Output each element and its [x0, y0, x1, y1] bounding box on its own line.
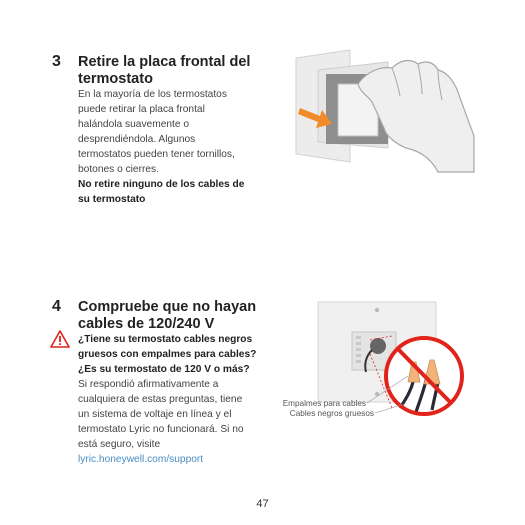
step-4-title-line-1: Compruebe que no hayan — [78, 299, 257, 315]
step-4-body — [78, 332, 278, 467]
step-4-question-line: ¿Es su termostato de 120 V o más? — [78, 364, 250, 375]
step-4-number: 4 — [52, 298, 61, 315]
step-3-body — [78, 87, 278, 207]
wire-nut-small — [370, 338, 386, 354]
step-4-question-line: gruesos con empalmes para cables? — [78, 349, 257, 360]
step-4-body-line: un sistema de voltaje en línea y el — [78, 409, 232, 420]
step-3-warning-line: su termostato — [78, 194, 146, 205]
step-4-body-line: Si respondió afirmativamente a — [78, 379, 219, 390]
step-4-body-line: termostato Lyric no funcionará. Si no — [78, 424, 244, 435]
page-number: 47 — [256, 498, 269, 510]
step-4-title-line-2: cables de 120/240 V — [78, 316, 215, 332]
callout-thick-wires: Cables negros gruesos — [289, 409, 374, 418]
support-link[interactable]: lyric.honeywell.com/support — [78, 454, 204, 465]
step-3-title-line-1: Retire la placa frontal del — [78, 54, 251, 70]
step-3-body-line: En la mayoría de los termostatos — [78, 89, 227, 100]
callout-wire-nuts: Empalmes para cables — [282, 399, 366, 408]
faceplate-removal-illustration — [288, 44, 478, 174]
warning-icon — [50, 330, 70, 348]
step-3-body-line: termostatos pueden tener tornillos, — [78, 149, 235, 160]
step-3-title — [78, 54, 250, 88]
step-4-question-line: ¿Tiene su termostato cables negros — [78, 334, 253, 345]
step-3-body-line: puede retirar la placa frontal — [78, 104, 205, 115]
step-4-body-line: está seguro, visite — [78, 439, 161, 450]
step-4-title — [78, 299, 256, 333]
line-voltage-illustration — [274, 296, 470, 426]
callout-line-thick-wires — [375, 404, 404, 413]
step-3-warning-line: No retire ninguno de los cables de — [78, 179, 245, 190]
screw — [375, 308, 379, 312]
step-4-body-line: cualquiera de estas preguntas, tiene — [78, 394, 243, 405]
step-3-body-line: halándola suavemente o — [78, 119, 190, 130]
step-3-number: 3 — [52, 53, 61, 70]
step-3-title-line-2: termostato — [78, 71, 153, 87]
step-3-body-line: desprendiéndola. Algunos — [78, 134, 196, 145]
step-3-body-line: botones o cierres. — [78, 164, 159, 175]
